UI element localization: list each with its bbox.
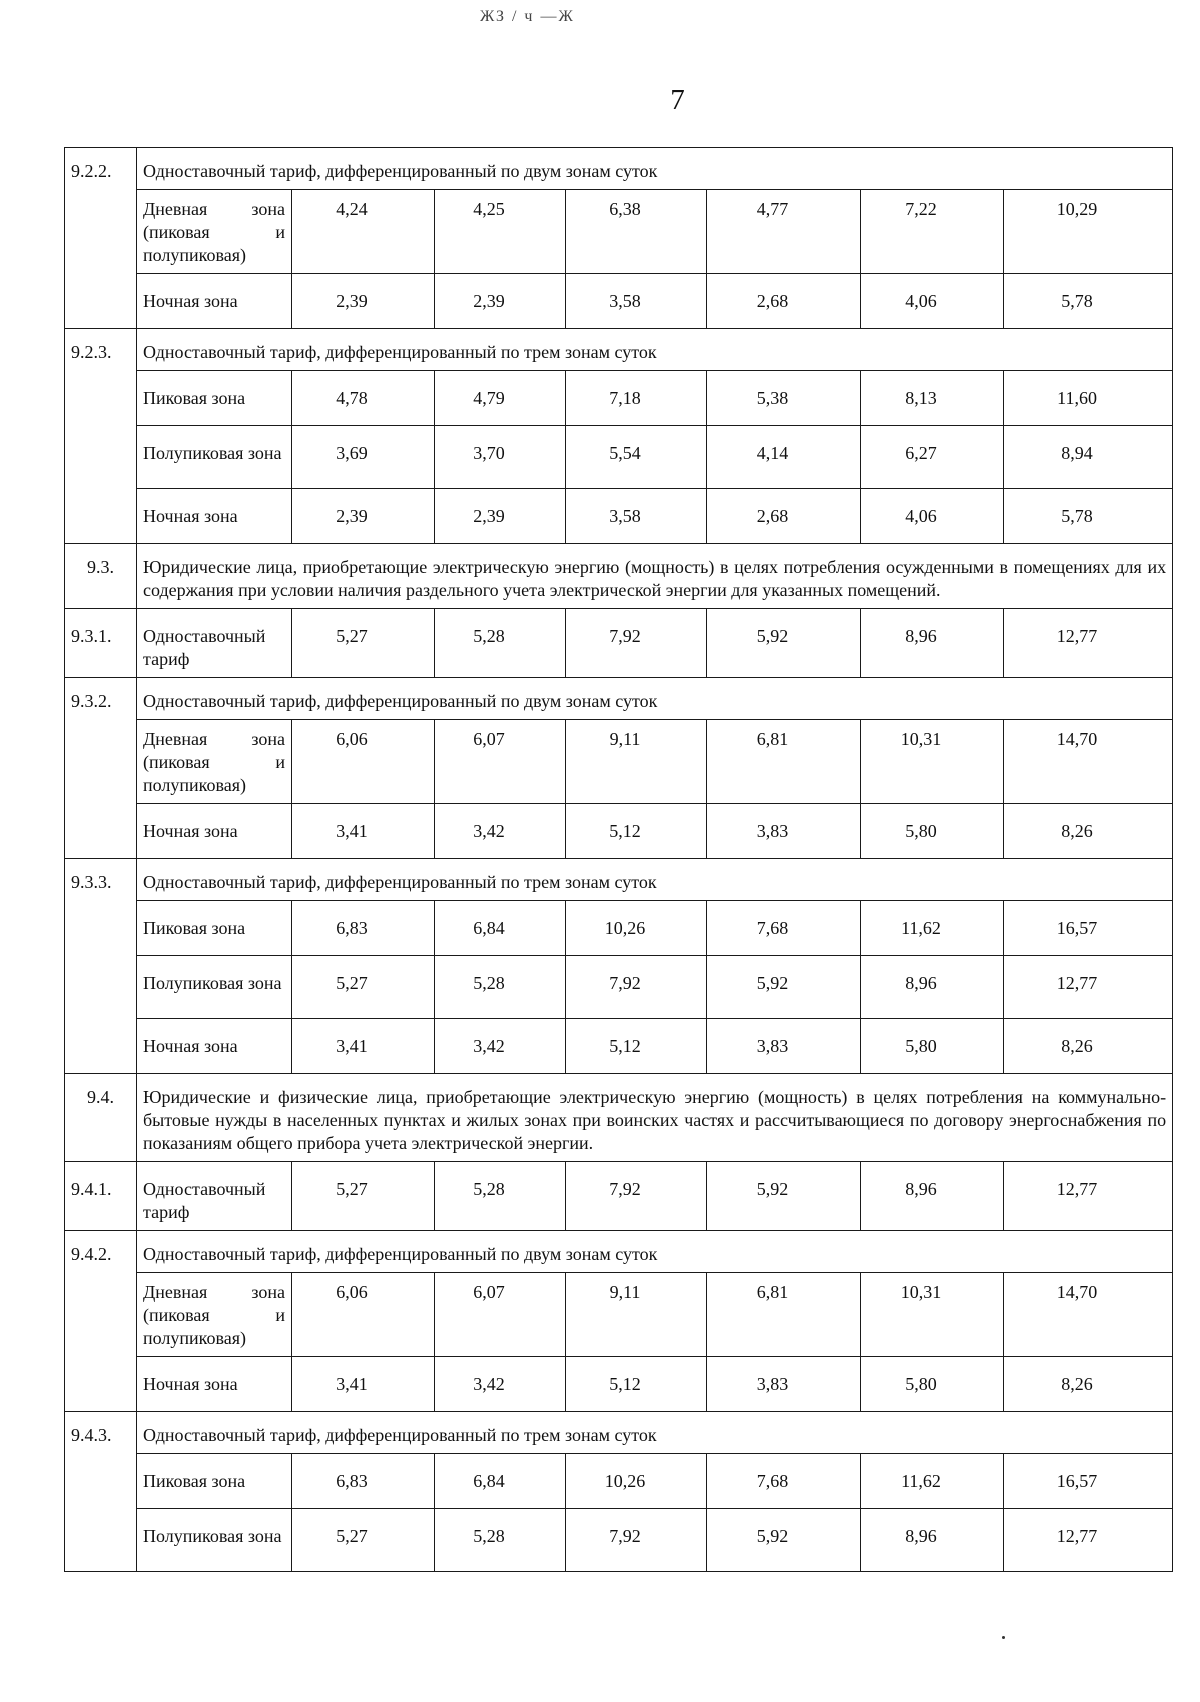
tariff-value: 5,28: [435, 956, 566, 1019]
table-row: [65, 1074, 1173, 1162]
tariff-value: 5,12: [566, 1357, 707, 1412]
zone-label: Дневная зона (пиковая и полупиковая): [137, 1273, 292, 1357]
zone-label: Пиковая зона: [137, 1454, 292, 1509]
tariff-value: 7,18: [566, 371, 707, 426]
tariff-value: 10,29: [1004, 190, 1173, 274]
tariff-value: 10,31: [861, 720, 1004, 804]
zone-label: Ночная зона: [137, 489, 292, 544]
table-row: [65, 901, 1173, 956]
tariff-value: 7,92: [566, 1162, 707, 1231]
tariff-value: 5,27: [292, 1509, 435, 1572]
tariff-value: 7,92: [566, 956, 707, 1019]
tariff-value: 10,26: [566, 1454, 707, 1509]
zone-label: Ночная зона: [137, 1019, 292, 1074]
tariff-value: 3,58: [566, 274, 707, 329]
tariff-value: 6,84: [435, 1454, 566, 1509]
tariff-value: 2,39: [292, 489, 435, 544]
tariff-value: 4,14: [707, 426, 861, 489]
tariff-value: 2,39: [435, 489, 566, 544]
table-row: [65, 489, 1173, 544]
row-code: 9.4.1.: [65, 1162, 137, 1231]
table-row: [65, 609, 1173, 678]
tariff-value: 12,77: [1004, 1509, 1173, 1572]
tariff-value: 3,41: [292, 1019, 435, 1074]
tariff-value: 6,38: [566, 190, 707, 274]
tariff-value: 11,62: [861, 901, 1004, 956]
section-title: Одноставочный тариф, дифференцированный по трем зонам суток: [137, 859, 1173, 901]
tariff-value: 8,13: [861, 371, 1004, 426]
zone-label: Одноставочный тариф: [137, 609, 292, 678]
tariff-value: 8,96: [861, 956, 1004, 1019]
table-row: [65, 544, 1173, 609]
zone-label: Пиковая зона: [137, 371, 292, 426]
table-row: [65, 1231, 1173, 1273]
tariff-value: 6,84: [435, 901, 566, 956]
tariff-value: 6,81: [707, 720, 861, 804]
table-row: [65, 1273, 1173, 1357]
tariff-value: 10,31: [861, 1273, 1004, 1357]
tariff-value: 5,92: [707, 1162, 861, 1231]
tariff-value: 4,24: [292, 190, 435, 274]
section-title: Одноставочный тариф, дифференцированный по двум зонам суток: [137, 1231, 1173, 1273]
tariff-value: 4,06: [861, 274, 1004, 329]
tariff-value: 7,68: [707, 901, 861, 956]
tariff-value: 5,78: [1004, 274, 1173, 329]
tariff-value: 12,77: [1004, 609, 1173, 678]
tariff-value: 8,96: [861, 1162, 1004, 1231]
tariff-value: 2,68: [707, 489, 861, 544]
tariff-value: 5,27: [292, 609, 435, 678]
tariff-value: 8,94: [1004, 426, 1173, 489]
table-row: [65, 1162, 1173, 1231]
tariff-value: 3,58: [566, 489, 707, 544]
tariff-value: 12,77: [1004, 956, 1173, 1019]
tariff-value: 5,92: [707, 956, 861, 1019]
zone-label: Дневная зона (пиковая и полупиковая): [137, 720, 292, 804]
tariff-value: 5,27: [292, 956, 435, 1019]
tariff-value: 4,25: [435, 190, 566, 274]
tariff-value: 5,78: [1004, 489, 1173, 544]
table-row: [65, 1357, 1173, 1412]
tariff-value: 8,96: [861, 1509, 1004, 1572]
tariff-value: 6,83: [292, 1454, 435, 1509]
tariff-value: 5,54: [566, 426, 707, 489]
tariff-value: 8,26: [1004, 804, 1173, 859]
row-code: 9.2.3.: [65, 329, 137, 544]
tariff-value: 3,83: [707, 1357, 861, 1412]
tariff-value: 3,83: [707, 804, 861, 859]
tariff-value: 12,77: [1004, 1162, 1173, 1231]
tariff-value: 4,78: [292, 371, 435, 426]
tariff-value: 5,27: [292, 1162, 435, 1231]
zone-label: Ночная зона: [137, 274, 292, 329]
tariff-value: 3,42: [435, 1357, 566, 1412]
table-row: [65, 956, 1173, 1019]
zone-label: Полупиковая зона: [137, 956, 292, 1019]
tariff-value: 7,22: [861, 190, 1004, 274]
tariff-value: 5,28: [435, 1162, 566, 1231]
tariff-value: 5,80: [861, 1019, 1004, 1074]
row-code: 9.3.2.: [65, 678, 137, 859]
tariff-value: 6,81: [707, 1273, 861, 1357]
tariff-value: 2,68: [707, 274, 861, 329]
tariff-value: 6,07: [435, 720, 566, 804]
section-title: Одноставочный тариф, дифференцированный по двум зонам суток: [137, 148, 1173, 190]
tariff-table: [64, 147, 1173, 1572]
tariff-value: 14,70: [1004, 720, 1173, 804]
tariff-value: 9,11: [566, 720, 707, 804]
tariff-value: 6,06: [292, 1273, 435, 1357]
row-code: 9.2.2.: [65, 148, 137, 329]
zone-label: Полупиковая зона: [137, 1509, 292, 1572]
tariff-value: 8,96: [861, 609, 1004, 678]
tariff-value: 8,26: [1004, 1019, 1173, 1074]
tariff-value: 5,92: [707, 609, 861, 678]
table-row: [65, 804, 1173, 859]
page-number: 7: [670, 84, 685, 116]
section-title: Юридические лица, приобретающие электрическую энергию (мощность) в целях потребления осужденными в помещениях для их содержания при условии наличия раздельного учета электрической энергии для указанных помещений.: [137, 544, 1173, 609]
tariff-value: 5,28: [435, 1509, 566, 1572]
tariff-value: 4,06: [861, 489, 1004, 544]
tariff-value: 4,79: [435, 371, 566, 426]
tariff-value: 3,42: [435, 1019, 566, 1074]
row-code: 9.3.: [65, 544, 137, 609]
table-row: [65, 1509, 1173, 1572]
tariff-value: 5,80: [861, 1357, 1004, 1412]
tariff-value: 5,12: [566, 804, 707, 859]
tariff-value: 6,07: [435, 1273, 566, 1357]
tariff-value: 3,70: [435, 426, 566, 489]
tariff-value: 2,39: [292, 274, 435, 329]
table-row: [65, 1412, 1173, 1454]
tariff-value: 6,83: [292, 901, 435, 956]
tariff-value: 11,60: [1004, 371, 1173, 426]
tariff-value: 16,57: [1004, 1454, 1173, 1509]
tariff-value: 11,62: [861, 1454, 1004, 1509]
tariff-value: 7,92: [566, 609, 707, 678]
zone-label: Полупиковая зона: [137, 426, 292, 489]
scan-speck: [1002, 1636, 1005, 1639]
tariff-value: 5,38: [707, 371, 861, 426]
tariff-value: 7,68: [707, 1454, 861, 1509]
table-row: [65, 274, 1173, 329]
tariff-value: 3,69: [292, 426, 435, 489]
row-code: 9.3.1.: [65, 609, 137, 678]
tariff-value: 9,11: [566, 1273, 707, 1357]
tariff-value: 5,28: [435, 609, 566, 678]
tariff-value: 4,77: [707, 190, 861, 274]
tariff-value: 6,27: [861, 426, 1004, 489]
zone-label: Ночная зона: [137, 1357, 292, 1412]
tariff-value: 3,83: [707, 1019, 861, 1074]
row-code: 9.4.: [65, 1074, 137, 1162]
zone-label: Дневная зона (пиковая и полупиковая): [137, 190, 292, 274]
zone-label: Пиковая зона: [137, 901, 292, 956]
tariff-value: 2,39: [435, 274, 566, 329]
tariff-value: 3,41: [292, 804, 435, 859]
tariff-value: 16,57: [1004, 901, 1173, 956]
zone-label: Одноставочный тариф: [137, 1162, 292, 1231]
table-row: [65, 426, 1173, 489]
table-row: [65, 148, 1173, 190]
section-title: Одноставочный тариф, дифференцированный по двум зонам суток: [137, 678, 1173, 720]
tariff-value: 3,41: [292, 1357, 435, 1412]
tariff-value: 3,42: [435, 804, 566, 859]
tariff-value: 5,92: [707, 1509, 861, 1572]
row-code: 9.4.2.: [65, 1231, 137, 1412]
zone-label: Ночная зона: [137, 804, 292, 859]
row-code: 9.3.3.: [65, 859, 137, 1074]
table-row: [65, 1019, 1173, 1074]
tariff-value: 6,06: [292, 720, 435, 804]
table-row: [65, 678, 1173, 720]
row-code: 9.4.3.: [65, 1412, 137, 1572]
section-title: Одноставочный тариф, дифференцированный по трем зонам суток: [137, 1412, 1173, 1454]
table-row: [65, 329, 1173, 371]
table-row: [65, 1454, 1173, 1509]
header-scan-marks: ЖЗ / ч —Ж: [480, 8, 575, 25]
table-row: [65, 190, 1173, 274]
section-title: Одноставочный тариф, дифференцированный по трем зонам суток: [137, 329, 1173, 371]
tariff-value: 14,70: [1004, 1273, 1173, 1357]
table-row: [65, 371, 1173, 426]
tariff-value: 10,26: [566, 901, 707, 956]
table-row: [65, 859, 1173, 901]
tariff-value: 7,92: [566, 1509, 707, 1572]
tariff-value: 5,80: [861, 804, 1004, 859]
table-row: [65, 720, 1173, 804]
section-title: Юридические и физические лица, приобретающие электрическую энергию (мощность) в целях потребления на коммунально-бытовые нужды в населенных пунктах и жилых зонах при воинских частях и рассчитывающиеся по договору энергоснабжения по показаниям общего прибора учета электрической энергии.: [137, 1074, 1173, 1162]
tariff-value: 5,12: [566, 1019, 707, 1074]
tariff-value: 8,26: [1004, 1357, 1173, 1412]
